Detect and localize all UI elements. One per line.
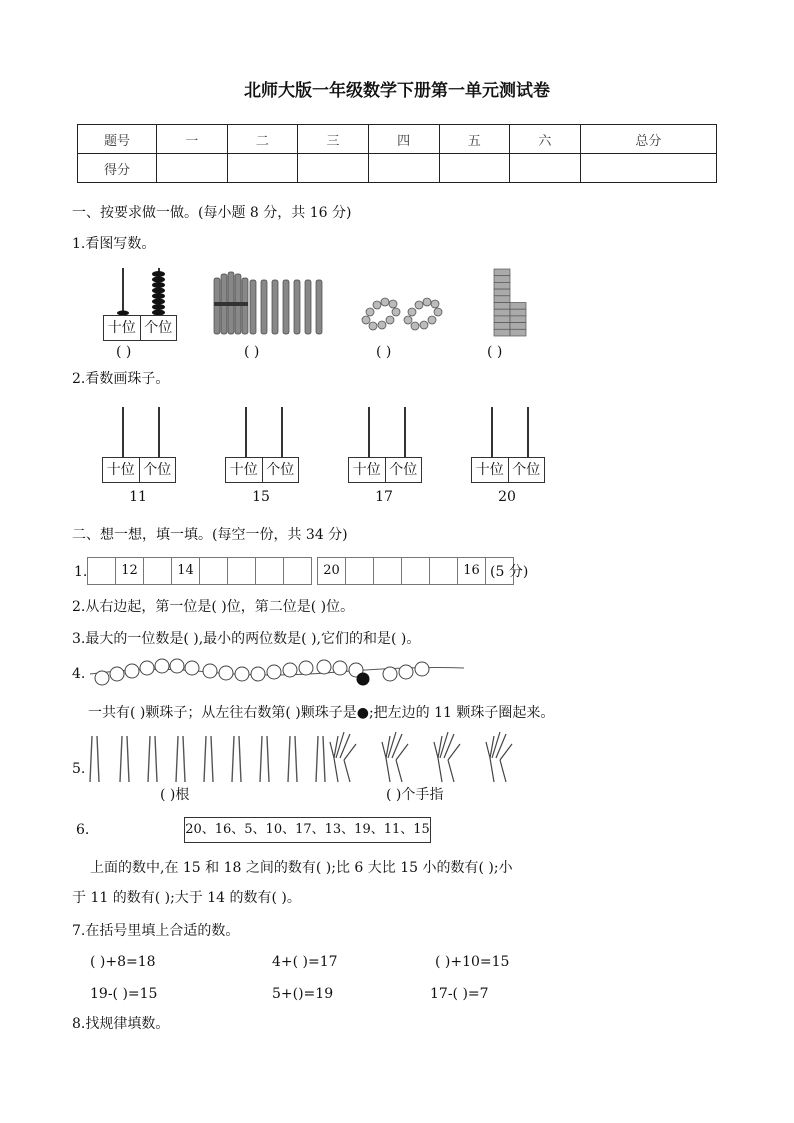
- score-cell[interactable]: [580, 154, 716, 183]
- seq-cell[interactable]: [345, 557, 374, 585]
- q7-prompt: 7.在括号里填上合适的数。: [72, 923, 240, 939]
- q1-blank[interactable]: ( ): [244, 344, 260, 360]
- tens-label: 十位: [106, 462, 135, 478]
- abacus-number: 11: [129, 489, 147, 505]
- q6-label: 6.: [76, 822, 90, 838]
- q2-prompt: 2.看数画珠子。: [72, 371, 170, 387]
- score-table: [77, 124, 717, 183]
- q8-prompt: 8.找规律填数。: [72, 1016, 170, 1032]
- ones-label: 个位: [385, 458, 422, 482]
- part2-heading: 二、想一想，填一填。(每空一份，共 34 分): [72, 527, 348, 543]
- seq-cell[interactable]: [401, 557, 430, 585]
- q2-text: 2.从右边起，第一位是( )位，第二位是( )位。: [72, 599, 355, 615]
- score-cell[interactable]: [510, 154, 581, 183]
- seq-cell[interactable]: [199, 557, 228, 585]
- row-label: 得分: [78, 154, 157, 183]
- tens-label: 十位: [475, 462, 504, 478]
- score-table-score-row: [78, 154, 717, 183]
- ones-label: 个位: [140, 316, 177, 340]
- header-cell: 题号: [78, 125, 157, 154]
- q5-label: 5.: [72, 761, 86, 777]
- q1-label: 1.: [74, 564, 88, 580]
- part1-heading: 一、按要求做一做。(每小题 8 分，共 16 分): [72, 205, 352, 221]
- header-cell: 总分: [580, 125, 716, 154]
- score-cell[interactable]: [298, 154, 369, 183]
- bead-chains-graphic: [360, 296, 446, 332]
- score-cell[interactable]: [439, 154, 510, 183]
- header-cell: 二: [227, 125, 298, 154]
- header-cell: 五: [439, 125, 510, 154]
- abacus-place-labels: [103, 315, 177, 341]
- q7-equation[interactable]: ( )+8=18: [90, 954, 156, 970]
- ones-label: 个位: [139, 458, 176, 482]
- abacus-beads-graphic: [110, 270, 180, 318]
- seq-cell: 20: [317, 557, 346, 585]
- abacus-number: 15: [252, 489, 270, 505]
- q1-blank[interactable]: ( ): [487, 344, 503, 360]
- score-cell[interactable]: [227, 154, 298, 183]
- q1-points: (5 分): [490, 564, 529, 580]
- ones-label: 个位: [262, 458, 299, 482]
- ones-label: 个位: [508, 458, 545, 482]
- header-cell: 六: [510, 125, 581, 154]
- seq-cell[interactable]: [429, 557, 458, 585]
- q6-line2: 于 11 的数有( );大于 14 的数有( )。: [72, 890, 301, 906]
- header-cell: 一: [157, 125, 228, 154]
- score-table-header-row: [78, 125, 717, 154]
- header-cell: 三: [298, 125, 369, 154]
- q4-text: 一共有( )颗珠子；从左往右数第( )颗珠子是●;把左边的 11 颗珠子圈起来。: [88, 705, 555, 721]
- q1-prompt: 1.看图写数。: [72, 236, 156, 252]
- seq-cell[interactable]: [255, 557, 284, 585]
- sticks-pairs-graphic: [88, 734, 328, 784]
- q5-blank-sticks[interactable]: ( )根: [160, 787, 190, 803]
- q1-blank[interactable]: ( ): [116, 344, 132, 360]
- score-cell[interactable]: [157, 154, 228, 183]
- abacus-number: 20: [498, 489, 516, 505]
- tens-label: 十位: [229, 462, 258, 478]
- header-cell: 四: [368, 125, 439, 154]
- cube-stack-graphic: [492, 268, 532, 338]
- q6-line1: 上面的数中,在 15 和 18 之间的数有( );比 6 大比 15 小的数有( );小: [90, 860, 513, 876]
- seq-cell[interactable]: [373, 557, 402, 585]
- bead-string-graphic: [88, 656, 468, 690]
- sticks-bundle-graphic: [212, 270, 324, 336]
- seq-cell[interactable]: [143, 557, 172, 585]
- tens-label: 十位: [352, 462, 381, 478]
- q1-blank[interactable]: ( ): [376, 344, 392, 360]
- number-sequence: [88, 557, 514, 585]
- score-cell[interactable]: [368, 154, 439, 183]
- q7-equation[interactable]: ( )+10=15: [435, 954, 510, 970]
- abacus-number: 17: [375, 489, 393, 505]
- q4-label: 4.: [72, 666, 86, 682]
- q7-equation[interactable]: 17-( )=7: [430, 986, 489, 1002]
- seq-cell: 14: [171, 557, 200, 585]
- q7-equation[interactable]: 19-( )=15: [90, 986, 158, 1002]
- seq-cell[interactable]: [283, 557, 312, 585]
- seq-cell: 12: [115, 557, 144, 585]
- seq-cell[interactable]: [87, 557, 116, 585]
- tens-label: 十位: [107, 320, 136, 336]
- q7-equation[interactable]: 5+()=19: [272, 986, 334, 1002]
- seq-cell[interactable]: [227, 557, 256, 585]
- hands-graphic: [326, 728, 556, 784]
- q3-text: 3.最大的一位数是( ),最小的两位数是( ),它们的和是( )。: [72, 631, 421, 647]
- q7-equation[interactable]: 4+( )=17: [272, 954, 338, 970]
- page-title: 北师大版一年级数学下册第一单元测试卷: [244, 81, 550, 101]
- q6-number-box: 20、16、5、10、17、13、19、11、15: [184, 817, 431, 843]
- q5-blank-fingers[interactable]: ( )个手指: [386, 787, 444, 803]
- seq-cell: 16: [457, 557, 486, 585]
